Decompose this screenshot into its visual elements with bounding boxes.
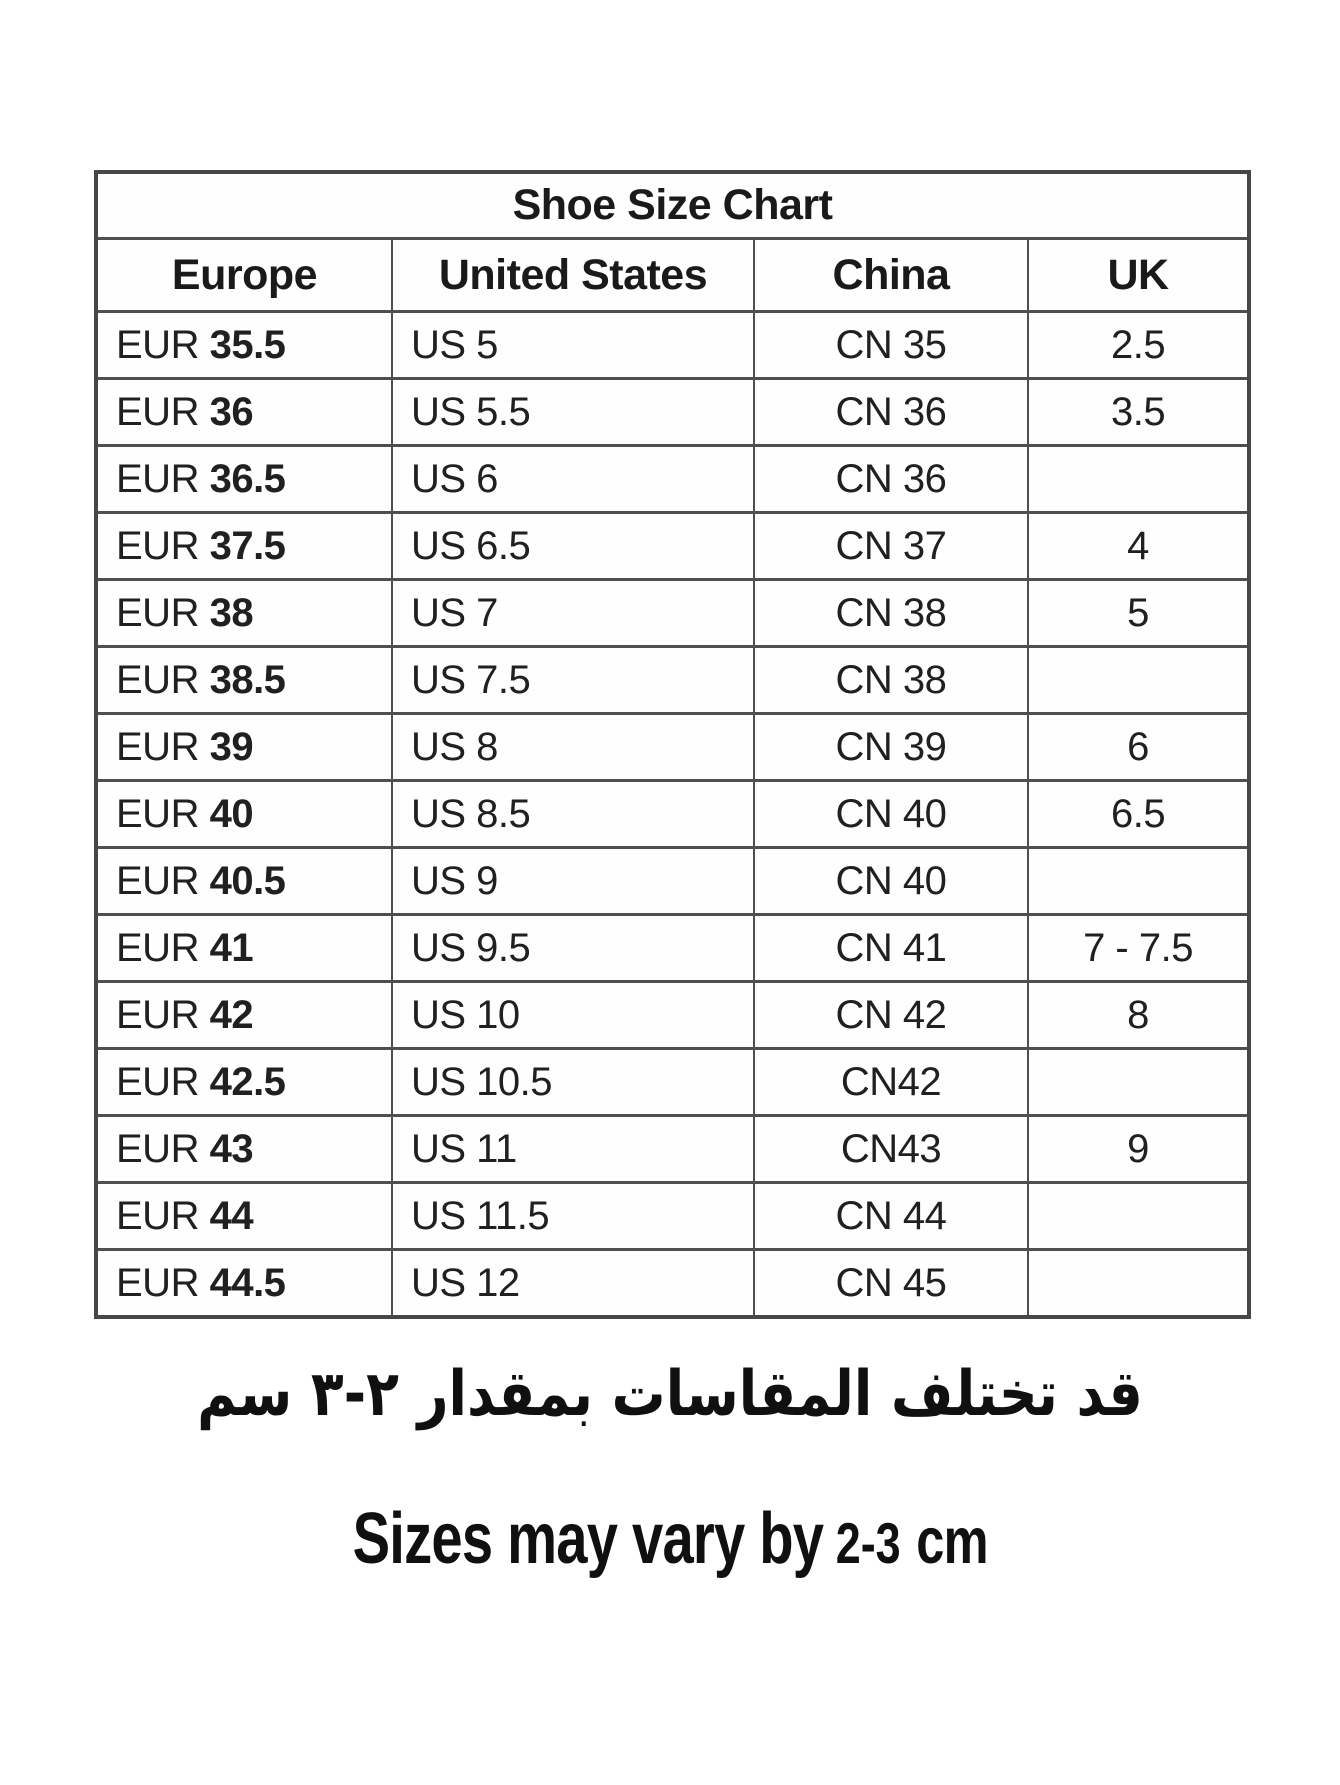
uk-cell: [1028, 647, 1249, 714]
china-cell: CN 45: [754, 1250, 1028, 1318]
europe-prefix: EUR: [116, 1126, 210, 1171]
shoe-size-table: [94, 170, 1251, 1319]
europe-prefix: EUR: [116, 657, 210, 702]
europe-cell: [96, 1183, 392, 1250]
china-cell: CN 44: [754, 1183, 1028, 1250]
table-title-row: [96, 172, 1249, 239]
col-header-china: China: [754, 239, 1028, 312]
china-cell: CN 40: [754, 781, 1028, 848]
uk-cell: 7 - 7.5: [1028, 915, 1249, 982]
uk-cell: [1028, 1183, 1249, 1250]
china-cell: CN 42: [754, 982, 1028, 1049]
europe-prefix: EUR: [116, 1193, 210, 1238]
table-row: [96, 1116, 1249, 1183]
europe-cell: [96, 379, 392, 446]
europe-size: 36: [209, 389, 254, 434]
europe-size: 44: [209, 1193, 254, 1238]
table-row: [96, 446, 1249, 513]
english-note: [0, 1498, 1340, 1580]
china-cell: CN 37: [754, 513, 1028, 580]
europe-cell: [96, 446, 392, 513]
china-cell: CN 36: [754, 379, 1028, 446]
europe-size: 36.5: [209, 456, 286, 501]
uk-cell: 8: [1028, 982, 1249, 1049]
us-cell: US 12: [392, 1250, 754, 1318]
europe-cell: [96, 1116, 392, 1183]
uk-cell: [1028, 848, 1249, 915]
europe-size: 43: [209, 1126, 254, 1171]
table-header-row: [96, 239, 1249, 312]
us-cell: US 8.5: [392, 781, 754, 848]
europe-size: 40.5: [209, 858, 286, 903]
english-note-range: 2-3: [835, 1512, 901, 1576]
table-row: [96, 1250, 1249, 1318]
europe-size: 41: [209, 925, 254, 970]
europe-cell: [96, 982, 392, 1049]
us-cell: US 7: [392, 580, 754, 647]
china-cell: CN 38: [754, 580, 1028, 647]
europe-prefix: EUR: [116, 1059, 210, 1104]
europe-cell: [96, 1049, 392, 1116]
europe-prefix: EUR: [116, 1260, 210, 1305]
europe-cell: [96, 580, 392, 647]
china-cell: CN43: [754, 1116, 1028, 1183]
size-rows: [96, 312, 1249, 1318]
europe-size: 39: [209, 724, 254, 769]
table-row: [96, 580, 1249, 647]
english-note-inner: [352, 1498, 987, 1580]
table-title: Shoe Size Chart: [96, 172, 1249, 239]
us-cell: US 11.5: [392, 1183, 754, 1250]
us-cell: US 7.5: [392, 647, 754, 714]
europe-size: 42.5: [209, 1059, 286, 1104]
table-row: [96, 781, 1249, 848]
china-cell: CN42: [754, 1049, 1028, 1116]
europe-size: 35.5: [209, 322, 286, 367]
europe-size: 38.5: [209, 657, 286, 702]
uk-cell: 9: [1028, 1116, 1249, 1183]
us-cell: US 5: [392, 312, 754, 379]
us-cell: US 8: [392, 714, 754, 781]
uk-cell: 5: [1028, 580, 1249, 647]
us-cell: US 11: [392, 1116, 754, 1183]
europe-prefix: EUR: [116, 724, 210, 769]
us-cell: US 5.5: [392, 379, 754, 446]
col-header-europe: Europe: [96, 239, 392, 312]
us-cell: US 10.5: [392, 1049, 754, 1116]
europe-cell: [96, 714, 392, 781]
china-cell: CN 41: [754, 915, 1028, 982]
uk-cell: 2.5: [1028, 312, 1249, 379]
europe-prefix: EUR: [116, 858, 210, 903]
us-cell: US 6: [392, 446, 754, 513]
us-cell: US 9.5: [392, 915, 754, 982]
table-row: [96, 1049, 1249, 1116]
arabic-note: قد تختلف المقاسات بمقدار ٢-٣ سم: [197, 1358, 1143, 1431]
table-row: [96, 647, 1249, 714]
europe-cell: [96, 848, 392, 915]
china-cell: CN 38: [754, 647, 1028, 714]
us-cell: US 9: [392, 848, 754, 915]
english-note-unit: cm: [916, 1504, 988, 1577]
table-row: [96, 1183, 1249, 1250]
table-row: [96, 379, 1249, 446]
europe-prefix: EUR: [116, 925, 210, 970]
china-cell: CN 39: [754, 714, 1028, 781]
europe-prefix: EUR: [116, 992, 210, 1037]
uk-cell: [1028, 1250, 1249, 1318]
europe-cell: [96, 1250, 392, 1318]
table-row: [96, 915, 1249, 982]
table-row: [96, 848, 1249, 915]
col-header-united-states: United States: [392, 239, 754, 312]
europe-prefix: EUR: [116, 523, 210, 568]
col-header-uk: UK: [1028, 239, 1249, 312]
europe-size: 42: [209, 992, 254, 1037]
english-note-text: Sizes may vary by: [352, 1499, 824, 1579]
china-cell: CN 35: [754, 312, 1028, 379]
us-cell: US 6.5: [392, 513, 754, 580]
europe-prefix: EUR: [116, 456, 210, 501]
uk-cell: 4: [1028, 513, 1249, 580]
china-cell: CN 40: [754, 848, 1028, 915]
europe-prefix: EUR: [116, 322, 210, 367]
us-cell: US 10: [392, 982, 754, 1049]
table-row: [96, 513, 1249, 580]
uk-cell: 3.5: [1028, 379, 1249, 446]
europe-cell: [96, 781, 392, 848]
europe-size: 44.5: [209, 1260, 286, 1305]
europe-cell: [96, 513, 392, 580]
europe-prefix: EUR: [116, 389, 210, 434]
europe-size: 38: [209, 590, 254, 635]
europe-size: 40: [209, 791, 254, 836]
uk-cell: 6.5: [1028, 781, 1249, 848]
table-row: [96, 312, 1249, 379]
europe-cell: [96, 915, 392, 982]
uk-cell: [1028, 1049, 1249, 1116]
europe-prefix: EUR: [116, 791, 210, 836]
china-cell: CN 36: [754, 446, 1028, 513]
europe-cell: [96, 647, 392, 714]
table-row: [96, 714, 1249, 781]
table-row: [96, 982, 1249, 1049]
uk-cell: [1028, 446, 1249, 513]
europe-cell: [96, 312, 392, 379]
europe-prefix: EUR: [116, 590, 210, 635]
europe-size: 37.5: [209, 523, 286, 568]
uk-cell: 6: [1028, 714, 1249, 781]
